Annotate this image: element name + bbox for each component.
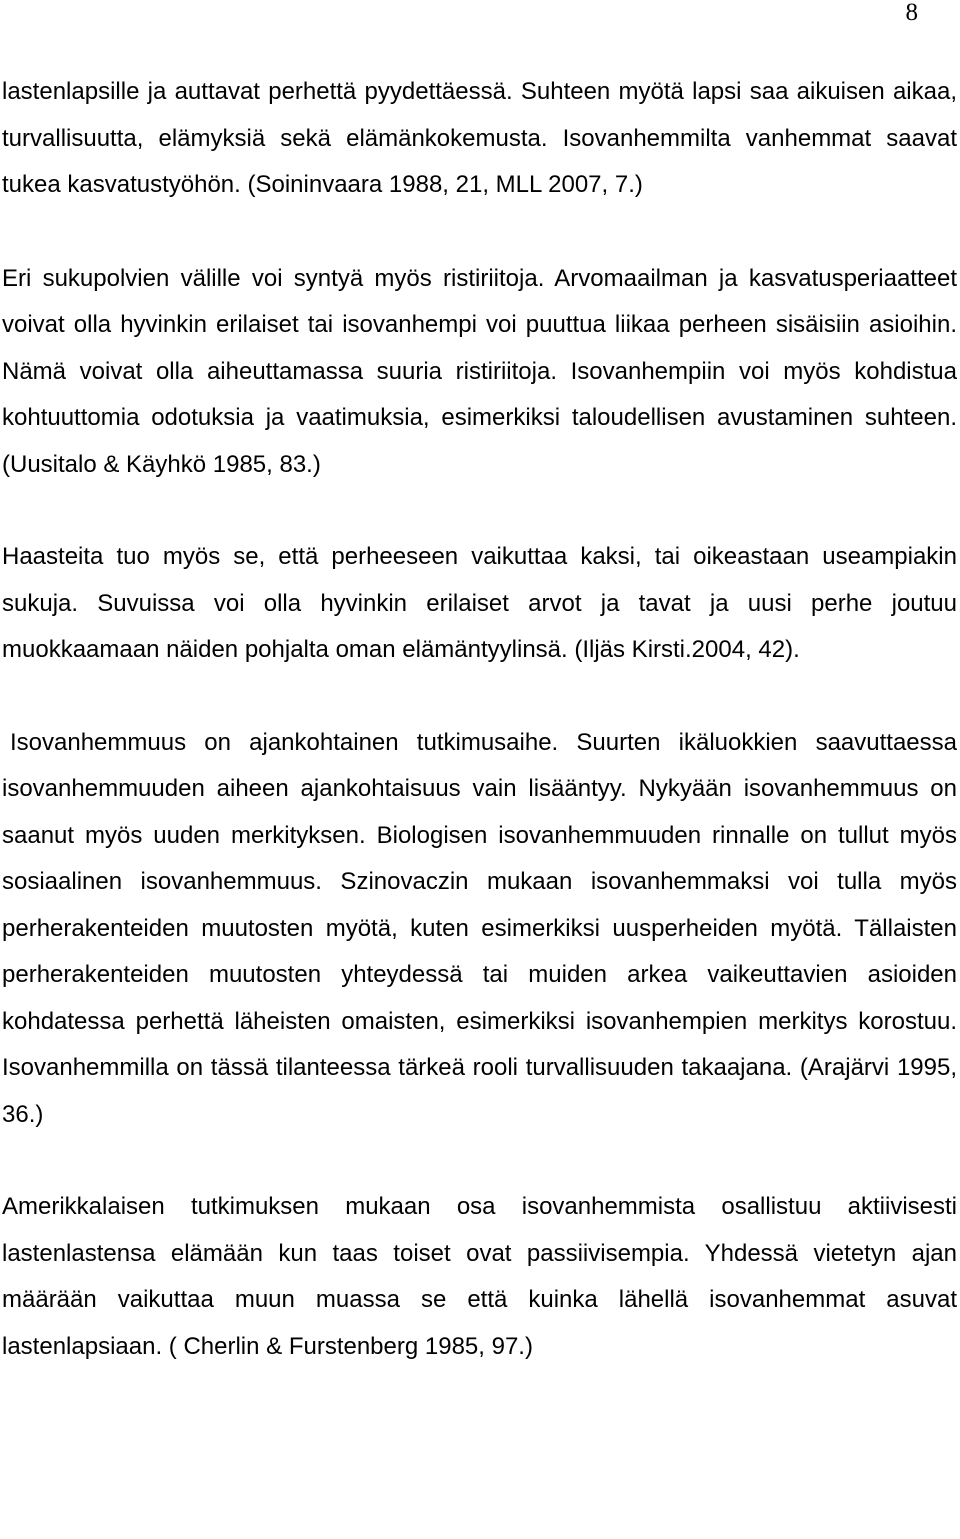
paragraph-grandparenthood-topical: Isovanhemmuus on ajankohtainen tutkimusaihe. Suurten ikäluokkien saavuttaessa isovanhemmuuden aiheen ajankohtaisuus vain lisääntyy. Nykyään isovanhemmuus on saanut myös uuden merkityksen. Biologisen isovanhemmuuden rinnalle on tullut myös sosiaalinen isovanhemmuus. Szinovaczin mukaan isovanhemmaksi voi tulla myös perherakenteiden muutosten myötä, kuten esimerkiksi uusperheiden myötä. Tällaisten perherakenteiden muutosten yhteydessä tai muiden arkea vaikeuttavien asioiden kohdatessa perhettä läheisten omaisten, esimerkiksi isovanhempien merkitys korostuu. Isovanhemmilla on tässä tilanteessa tärkeä rooli turvallisuuden takaajana. (Arajärvi 1995, 36.) xyxy=(2,728,957,1128)
paragraph-family-lineages: Haasteita tuo myös se, että perheeseen vaikuttaa kaksi, tai oikeastaan useampiakin sukuja. Suvuissa voi olla hyvinkin erilaiset arvot ja tavat ja uusi perhe joutuu muokkaamaan näiden pohjalta oman elämäntyylinsä. (Iljäs Kirsti.2004, 42). xyxy=(2,543,957,663)
paragraph-american-study: Amerikkalaisen tutkimuksen mukaan osa isovanhemmista osallistuu aktiivisesti lastenlastensa elämään kun taas toiset ovat passiivisempia. Yhdessä vietetyn ajan määrään vaikuttaa muun muassa se että kuinka lähellä isovanhemmat asuvat lastenlapsiaan. ( Cherlin & Furstenberg 1985, 97.) xyxy=(2,1193,957,1360)
page-number: 8 xyxy=(905,0,918,26)
paragraph-generational-conflicts: Eri sukupolvien välille voi syntyä myös ristiriitoja. Arvomaailman ja kasvatusperiaatteet voivat olla hyvinkin erilaiset tai isovanhempi voi puuttua liikaa perheen sisäisiin asioihin. Nämä voivat olla aiheuttamassa suuria ristiriitoja. Isovanhempiin voi myös kohdistua kohtuuttomia odotuksia ja vaatimuksia, esimerkiksi taloudellisen avustaminen suhteen. (Uusitalo & Käyhkö 1985, 83.) xyxy=(2,264,957,478)
paragraph-grandchildren-support: lastenlapsille ja auttavat perhettä pyydettäessä. Suhteen myötä lapsi saa aikuisen aikaa, turvallisuutta, elämyksiä sekä elämänkokemusta. Isovanhemmilta vanhemmat saavat tukea kasvatustyöhön. (Soininvaara 1988, 21, MLL 2007, 7.) xyxy=(2,78,957,198)
document-body xyxy=(2,69,957,1370)
